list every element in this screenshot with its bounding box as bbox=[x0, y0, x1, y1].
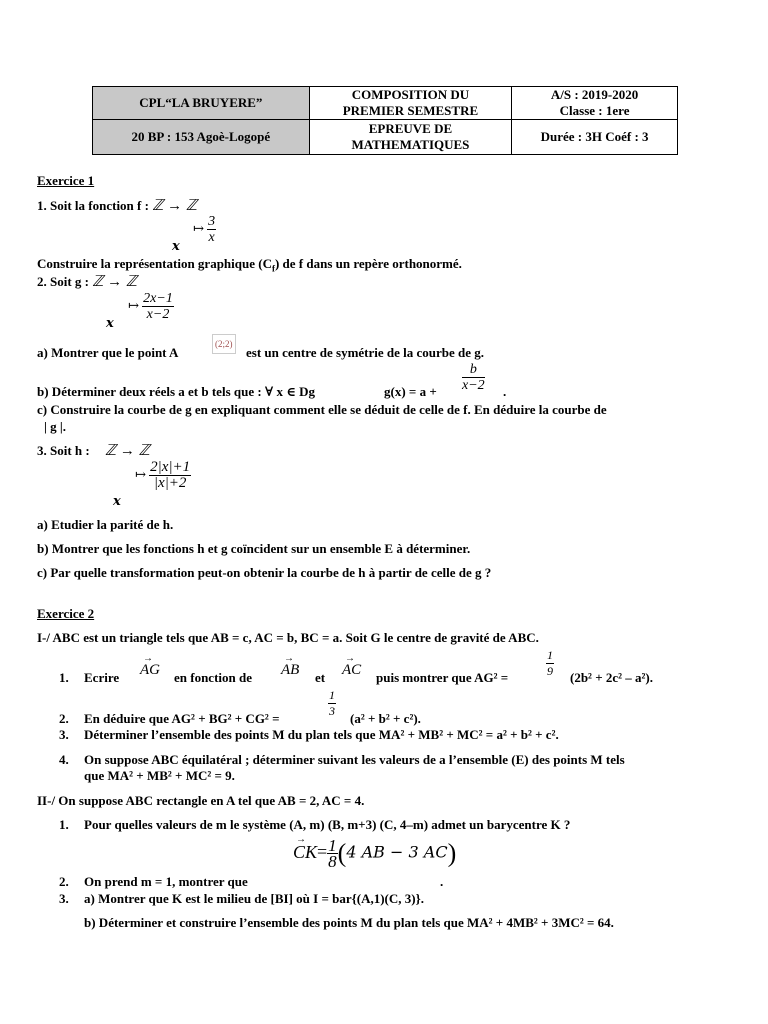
i1-fraction bbox=[546, 648, 554, 679]
q2a bbox=[37, 345, 178, 360]
i2-number: 2. bbox=[59, 711, 69, 726]
ii3-number: 3. bbox=[59, 891, 69, 906]
mapsto-icon: ↦ bbox=[128, 297, 139, 313]
q2b-dot: . bbox=[503, 384, 507, 399]
q2-fraction bbox=[142, 291, 174, 322]
epreuve-cell bbox=[309, 120, 511, 155]
year-class-cell bbox=[512, 87, 678, 120]
q2-label-text: 2. Soit g : bbox=[37, 274, 89, 289]
vector-ag bbox=[140, 662, 160, 678]
ii3b-text: b) Déterminer et construire l’ensemble des points M du plan tels que MA² + 4MB² + 3MC² = 64. bbox=[84, 915, 614, 930]
i1-then: puis montrer que AG² = bbox=[376, 670, 509, 685]
point-a-coords-icon: (2;2) bbox=[212, 334, 236, 354]
i4-number: 4. bbox=[59, 752, 69, 767]
i1-start: Ecrire bbox=[84, 670, 120, 685]
ck-rhs: 4 AB − 3 AC bbox=[346, 842, 448, 862]
q3c: c) Par quelle transformation peut-on obtenir la courbe de h à partir de celle de g ? bbox=[37, 565, 492, 580]
q3-numerator: 2|x|+1 bbox=[150, 459, 191, 475]
q2a-start: a) Montrer que le point A bbox=[37, 345, 179, 360]
part1-intro: I-/ ABC est un triangle tels que AB = c, AC = b, BC = a. Soit G le centre de gravité de ABC. bbox=[37, 630, 539, 645]
q1-label bbox=[37, 198, 197, 214]
ii2-dot: . bbox=[440, 874, 444, 889]
q2-label bbox=[37, 274, 137, 290]
epreuve-line2: MATHEMATIQUES bbox=[351, 137, 470, 152]
q1-numerator: 3 bbox=[208, 214, 216, 229]
ii2-number: 2. bbox=[59, 874, 69, 889]
ck-formula bbox=[293, 838, 456, 869]
i1-and: et bbox=[315, 670, 326, 685]
composition-cell bbox=[309, 87, 511, 120]
q3b: b) Montrer que les fonctions h et g coïncident sur un ensemble E à déterminer. bbox=[37, 541, 471, 556]
i1-denominator: 9 bbox=[547, 664, 553, 678]
domain-arrow-2: ℤ → ℤ bbox=[92, 274, 138, 290]
i3-number: 3. bbox=[59, 727, 69, 742]
q3-denominator: |x|+2 bbox=[153, 475, 187, 491]
q2b bbox=[37, 384, 315, 399]
duration-cell bbox=[512, 120, 678, 155]
q3-fraction bbox=[149, 460, 191, 491]
address-cell bbox=[93, 120, 310, 155]
school-address: 20 BP : 153 Agoè-Logopé bbox=[131, 129, 271, 144]
domain-arrow-3: ℤ → ℤ bbox=[104, 443, 150, 459]
school-cell bbox=[93, 87, 310, 120]
vector-ab bbox=[281, 662, 299, 678]
ii2-text: On prend m = 1, montrer que bbox=[84, 874, 248, 889]
ii3a-text: a) Montrer que K est le milieu de [BI] où I = bar{(A,1)(C, 3)}. bbox=[84, 891, 424, 906]
exercise1-title: Exercice 1 bbox=[37, 173, 95, 188]
q1-mapping bbox=[193, 214, 216, 245]
vector-ac bbox=[342, 662, 361, 678]
i2-start: En déduire que AG² + BG² + CG² = bbox=[84, 711, 280, 726]
epreuve-line1: EPREUVE DE bbox=[368, 121, 453, 136]
ck-paren-open: ( bbox=[337, 838, 347, 868]
q3a: a) Etudier la parité de h. bbox=[37, 517, 174, 532]
mapsto-icon: ↦ bbox=[135, 466, 146, 482]
domain-arrow-1: ℤ → ℤ bbox=[152, 198, 198, 214]
q2b-numerator: b bbox=[462, 362, 485, 378]
composition-line1: COMPOSITION DU bbox=[351, 87, 470, 102]
q2-denominator: x−2 bbox=[146, 307, 170, 322]
q2b-frac bbox=[462, 362, 485, 393]
q2c-line1: c) Construire la courbe de g en expliquant comment elle se déduit de celle de f. En déduire la courbe de bbox=[37, 402, 607, 417]
q1-text-end: ) de f dans un repère orthonormé. bbox=[274, 256, 462, 271]
mapsto-icon: ↦ bbox=[193, 220, 204, 236]
i1-number: 1. bbox=[59, 670, 69, 685]
ck-denominator: 8 bbox=[328, 852, 337, 871]
ck-paren-close: ) bbox=[447, 838, 457, 868]
class-level: Classe : 1ere bbox=[559, 103, 630, 118]
q2-var-x: x bbox=[106, 316, 114, 331]
i1-end: (2b² + 2c² – a²). bbox=[570, 670, 654, 685]
q2b-fraction bbox=[462, 362, 485, 393]
q3-label-text: 3. Soit h : bbox=[37, 443, 90, 458]
q2b-denominator: x−2 bbox=[462, 378, 485, 393]
i1-mid: en fonction de bbox=[174, 670, 252, 685]
vector-ac-text: → AC bbox=[342, 663, 361, 678]
ii1-number: 1. bbox=[59, 817, 69, 832]
q1-denominator: x bbox=[208, 230, 215, 245]
q1-text-start: Construire la représentation graphique (C bbox=[37, 256, 272, 271]
ii1-text: Pour quelles valeurs de m le système (A, m) (B, m+3) (C, 4–m) admet un barycentre K ? bbox=[84, 817, 571, 832]
q2a-end: est un centre de symétrie de la courbe de g. bbox=[246, 345, 485, 360]
q3-var-x: x bbox=[113, 494, 121, 509]
q1-fraction bbox=[207, 214, 216, 245]
q1-label-text: 1. Soit la fonction f : bbox=[37, 198, 149, 213]
q2-mapping bbox=[128, 291, 174, 322]
school-year: A/S : 2019-2020 bbox=[550, 87, 639, 102]
q2b-eq: g(x) = a + bbox=[384, 384, 437, 399]
q2b-start: b) Déterminer deux réels a et b tels que : ∀ x ∈ Dg bbox=[37, 384, 316, 399]
vector-ab-text: → AB bbox=[281, 663, 299, 678]
i3-text: Déterminer l’ensemble des points M du plan tels que MA² + MB² + MC² = a² + b² + c². bbox=[84, 727, 559, 742]
i1-numerator: 1 bbox=[547, 648, 553, 662]
ck-frac bbox=[327, 838, 338, 869]
i4-line1: On suppose ABC équilatéral ; déterminer suivant les valeurs de a l’ensemble (E) des points M tels bbox=[84, 752, 625, 767]
composition-line2: PREMIER SEMESTRE bbox=[342, 103, 479, 118]
school-name: CPL“LA BRUYERE” bbox=[139, 95, 263, 110]
i2-frac bbox=[328, 688, 336, 719]
duration-coef: Durée : 3H Coéf : 3 bbox=[540, 129, 649, 144]
i2-end: (a² + b² + c²). bbox=[350, 711, 421, 726]
i2-denominator: 3 bbox=[329, 704, 335, 718]
i1-frac bbox=[546, 648, 554, 679]
q3-mapping bbox=[135, 460, 191, 491]
q1-var-x: x bbox=[172, 239, 180, 254]
q2c-line2: | g |. bbox=[44, 419, 66, 434]
i2-fraction bbox=[328, 688, 336, 719]
i2-numerator: 1 bbox=[329, 688, 335, 702]
vector-ag-text: → AG bbox=[140, 663, 160, 678]
header-table bbox=[92, 86, 678, 155]
q3-label bbox=[37, 443, 150, 459]
i4-line2: que MA² + MB² + MC² = 9. bbox=[84, 768, 235, 783]
q1-text-sub: f bbox=[271, 263, 275, 274]
part2-intro: II-/ On suppose ABC rectangle en A tel que AB = 2, AC = 4. bbox=[37, 793, 365, 808]
ck-equals: = bbox=[317, 841, 328, 862]
exercise2-title: Exercice 2 bbox=[37, 606, 95, 621]
ck-lhs: → CK bbox=[293, 842, 317, 862]
q2-numerator: 2x−1 bbox=[143, 291, 173, 306]
ck-numerator: 1 bbox=[328, 836, 337, 855]
